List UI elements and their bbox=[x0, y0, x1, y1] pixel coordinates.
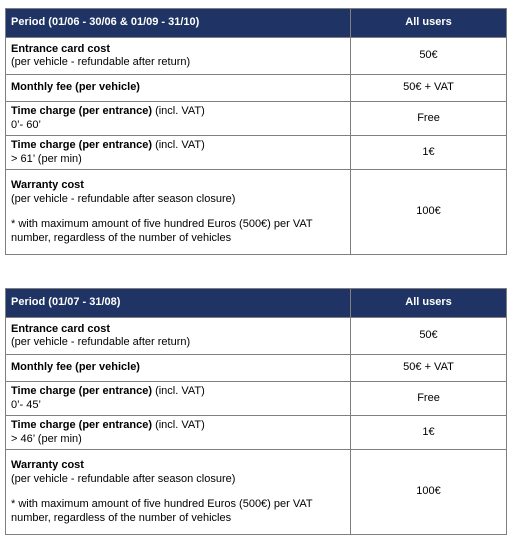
fee-value: 100€ bbox=[351, 170, 507, 255]
fee-description bbox=[6, 170, 351, 255]
fee-detail: (per vehicle - refundable after return) bbox=[11, 336, 191, 348]
users-header: All users bbox=[351, 289, 507, 318]
fee-description bbox=[6, 136, 351, 170]
fee-description bbox=[6, 318, 351, 355]
fee-title: Time charge (per entrance) bbox=[11, 419, 153, 431]
fee-title: Monthly fee (per vehicle) bbox=[11, 81, 140, 94]
table-header-row bbox=[6, 289, 507, 318]
fee-detail: (per vehicle - refundable after return) bbox=[11, 56, 191, 68]
fee-value: 1€ bbox=[351, 136, 507, 170]
fee-title: Monthly fee (per vehicle) bbox=[11, 361, 140, 374]
fee-value: 50€ + VAT bbox=[351, 75, 507, 102]
fee-description bbox=[6, 450, 351, 535]
fee-detail: (per vehicle - refundable after season closure) bbox=[11, 472, 236, 485]
fee-title-suffix: (incl. VAT) bbox=[152, 419, 205, 431]
fee-description bbox=[6, 102, 351, 136]
table-row bbox=[6, 102, 507, 136]
fee-value: 50€ bbox=[351, 318, 507, 355]
fee-description bbox=[6, 355, 351, 382]
fee-value: 100€ bbox=[351, 450, 507, 535]
fee-value: Free bbox=[351, 102, 507, 136]
tariff-table-peak bbox=[5, 288, 507, 535]
fee-note: * with maximum amount of five hundred Euros (500€) per VAT number, regardless of the number of vehicles bbox=[11, 498, 313, 524]
fee-title: Warranty cost bbox=[11, 179, 84, 191]
fee-title: Entrance card cost bbox=[11, 42, 111, 55]
fee-title-suffix: (incl. VAT) bbox=[152, 385, 205, 397]
fee-detail: > 61’ (per min) bbox=[11, 152, 82, 165]
table-row bbox=[6, 382, 507, 416]
fee-description bbox=[6, 75, 351, 102]
table-row bbox=[6, 450, 507, 535]
table-row bbox=[6, 416, 507, 450]
tariff-table-season bbox=[5, 8, 507, 255]
fee-detail: 0’- 60’ bbox=[11, 118, 41, 131]
fee-value: 50€ bbox=[351, 38, 507, 75]
fee-detail: 0’- 45’ bbox=[11, 398, 41, 411]
fee-title-suffix: (incl. VAT) bbox=[152, 139, 205, 151]
users-header: All users bbox=[351, 9, 507, 38]
fee-note: * with maximum amount of five hundred Euros (500€) per VAT number, regardless of the number of vehicles bbox=[11, 218, 313, 244]
fee-title: Time charge (per entrance) bbox=[11, 139, 153, 151]
fee-detail: > 46’ (per min) bbox=[11, 432, 82, 445]
fee-title-suffix: (incl. VAT) bbox=[152, 105, 205, 117]
fee-title: Time charge (per entrance) bbox=[11, 105, 153, 117]
fee-value: 50€ + VAT bbox=[351, 355, 507, 382]
fee-value: Free bbox=[351, 382, 507, 416]
fee-description bbox=[6, 382, 351, 416]
fee-value: 1€ bbox=[351, 416, 507, 450]
fee-detail: (per vehicle - refundable after season closure) bbox=[11, 192, 236, 205]
table-row bbox=[6, 355, 507, 382]
table-row bbox=[6, 136, 507, 170]
period-header: Period (01/06 - 30/06 & 01/09 - 31/10) bbox=[6, 9, 351, 38]
table-header-row bbox=[6, 9, 507, 38]
fee-title: Time charge (per entrance) bbox=[11, 385, 153, 397]
fee-title: Entrance card cost bbox=[11, 322, 111, 335]
table-row bbox=[6, 38, 507, 75]
table-row bbox=[6, 318, 507, 355]
period-header: Period (01/07 - 31/08) bbox=[6, 289, 351, 318]
fee-title: Warranty cost bbox=[11, 459, 84, 471]
table-row bbox=[6, 170, 507, 255]
fee-description bbox=[6, 416, 351, 450]
table-row bbox=[6, 75, 507, 102]
fee-description bbox=[6, 38, 351, 75]
